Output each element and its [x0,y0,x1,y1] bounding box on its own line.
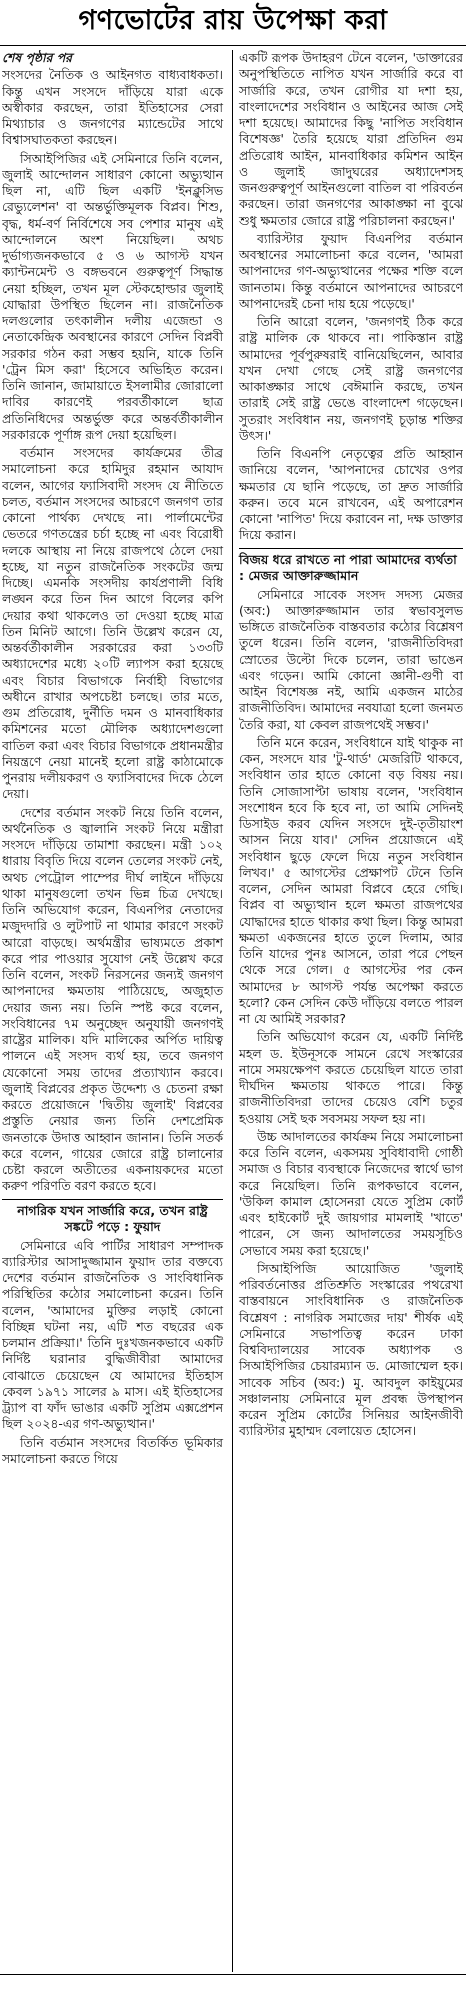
paragraph: ব্যারিস্টার ফুয়াদ বিএনপির বর্তমান অবস্থানের সমালোচনা করে বলেন, 'আমরা আপনাদের গণ-অভ্যুত্থানের পক্ষের শক্তি বলে জানতাম। কিন্তু বর্তমানে আপনাদের আচরণে আপনাদেরই চেনা দায় হয়ে পড়েছে।' [239,230,463,311]
right-column [237,50,463,1972]
paragraph: বর্তমান সংসদের কার্যক্রমের তীব্র সমালোচনা করে হামিদুর রহমান আযাদ বলেন, আগের ফ্যাসিবাদী সংসদ যে নীতিতে চলত, বর্তমান সংসদের আচরণে জনগণ তার কোনো পার্থক্য দেখছে না। পার্লামেন্টের ভেতরে গণতন্ত্রের চর্চা হচ্ছে না এবং বিরোধী দলকে আস্থায় না নিয়ে রাজপথে ঠেলে দেয়া হচ্ছে, যা নতুন রাজনৈতিক সংকটের জন্ম দিচ্ছে। এমনকি সংসদীয় কার্যপ্রণালী বিধি লঙ্ঘন করে তিন দিন আগে বিলের কপি দেয়ার কথা থাকলেও তা দেওয়া হচ্ছে মাত্র তিন মিনিট আগে। তিনি উল্লেখ করেন যে, অন্তর্বর্তীকালীন সরকারের করা ১৩৩টি অধ্যাদেশের মধ্যে ২০টি ল্যাপস করা হয়েছে এবং বিচার বিভাগকে নির্বাহী বিভাগের অধীনে রাখার অপচেষ্টা চলছে। তার মতে, গুম প্রতিরোধ, দুর্নীতি দমন ও মানবাধিকার কমিশনের মতো মৌলিক অধ্যাদেশগুলো বাতিল করা এবং বিচার বিভাগকে প্রধানমন্ত্রীর নিয়ন্ত্রণে নেয়া মানেই হলো রাষ্ট্র কাঠামোকে পুনরায় দলীয়করণ ও ফ্যাসিবাদের দিকে ঠেলে দেয়া। [2,445,223,802]
section-subhead: বিজয় ধরে রাখতে না পারা আমাদের ব্যর্থতা : মেজর আক্তারুজ্জামান [239,548,463,584]
section-subhead: নাগরিক যখন সার্জারি করে, তখন রাষ্ট্র সঙ্কটে পড়ে : ফুয়াদ [2,1199,223,1235]
paragraph: একটি রূপক উদাহরণ টেনে বলেন, 'ডাক্তারের অনুপস্থিতিতে নাপিত যখন সার্জারি করে বা সার্জারি করে, তখন রোগীর যা দশা হয়, বাংলাদেশের সংবিধান ও আইনের আজ সেই দশা হয়েছে। আমাদের কিছু 'নাপিত সংবিধান বিশেষজ্ঞ' তৈরি হয়েছে যারা প্রতিদিন গুম প্রতিরোধ আইন, মানবাধিকার কমিশন আইন ও জুলাই জাদুঘরের অধ্যাদেশসহ জনগুরুত্বপূর্ণ আইনগুলো বাতিল বা পরিবর্তন করছেন। তারা জনগণের আকাঙ্ক্ষা না বুঝে শুধু ক্ষমতার জোরে রাষ্ট্র পরিচালনা করছেন।' [239,50,463,228]
paragraph: তিনি আরো বলেন, 'জনগণই ঠিক করে রাষ্ট্র মালিক কে থাকবে না। পাকিস্তান রাষ্ট্র আমাদের পূর্বপুরুষরাই বানিয়েছিলেন, আবার যখন দেখা গেছে সেই রাষ্ট্র জনগণের আকাঙ্ক্ষার সাথে বেঈমানি করছে, তখন তারাই সেই রাষ্ট্র ভেঙে বাংলাদেশ গড়েছেন। সুতরাং সংবিধান নয়, জনগণই চূড়ান্ত শক্তির উৎস।' [239,314,463,443]
page-footer-rule [0,1974,466,1996]
left-column [2,50,228,1972]
continued-label: শেষ পৃষ্ঠার পর [2,50,72,65]
article-body [2,50,464,1972]
paragraph: সেমিনারে সাবেক সংসদ সদস্য মেজর (অব:) আক্তারুজ্জামান তার স্বভাবসুলভ ভঙ্গিতে রাজনৈতিক বাস্তবতার কঠোর বিশ্লেষণ তুলে ধরেন। তিনি বলেন, 'রাজনীতিবিদরা স্রোতের উল্টো দিকে চলেন, তারা ভাঙেন এবং গড়েন। আমি কোনো জ্ঞানী-গুণী বা আইন বিশেষজ্ঞ নই, আমি একজন মাঠের রাজনীতিবিদ। আমাদের নবযাত্রা হলো জনমত তৈরি করা, যা কেবল রাজপথেই সম্ভব।' [239,586,463,732]
paragraph: সেমিনারে এবি পার্টির সাধারণ সম্পাদক ব্যারিস্টার আসাদুজ্জামান ফুয়াদ তার বক্তব্যে দেশের বর্তমান রাজনৈতিক ও সাংবিধানিক পরিস্থিতির কঠোর সমালোচনা করেন। তিনি বলেন, 'আমাদের মুক্তির লড়াই কোনো বিচ্ছিন্ন ঘটনা নয়, এটি শত বছরের এক চলমান প্রক্রিয়া।' তিনি দুঃখজনকভাবে একটি নির্দিষ্ট ঘরানার বুদ্ধিজীবীরা আমাদের বোঝাতে চেয়েছেন যে আমাদের ইতিহাস কেবল ১৯৭১ সালের ৯ মাস। এই ইতিহাসের ট্র্যাপ বা ফাঁদ ভাঙার একটি সুপ্রিম এক্সপ্রেশন ছিল ২০২৪-এর গণ-অভ্যুত্থান।' [2,1237,223,1432]
paragraph: সিআইপিজির এই সেমিনারে তিনি বলেন, জুলাই আন্দোলন সাধারণ কোনো অভ্যুত্থান ছিল না, এটি ছিল একটি 'ইনক্লুসিভ রেভ্যুলেশন' বা অন্তর্ভুক্তিমূলক বিপ্লব। শিশু, বৃদ্ধ, ধর্ম-বর্ণ নির্বিশেষে সব পেশার মানুষ এই আন্দোলনে অংশ নিয়েছিল। অথচ দুর্ভাগ্যজনকভাবে ৫ ও ৬ আগস্ট যখন ক্যান্টনমেন্ট ও বঙ্গভবনে গুরুত্বপূর্ণ সিদ্ধান্ত নেয়া হচ্ছিল, তখন মূল স্টেকহোল্ডার জুলাই যোদ্ধারা উপস্থিত ছিলেন না। রাজনৈতিক দলগুলোর তৎকালীন দলীয় এজেন্ডা ও নেতাকেন্দ্রিক অবস্থানের কারণে সেদিন বিপ্লবী সরকার গঠন করা সম্ভব হয়নি, যাকে তিনি 'ট্রেন মিস করা' হিসেবে অভিহিত করেন। তিনি জানান, জামায়াতে ইসলামীর জোরালো দাবির কারণেই পরবর্তীকালে ছাত্র প্রতিনিধিদের অন্তর্ভুক্ত করে অন্তর্বর্তীকালীন সরকারকে পূর্ণাঙ্গ রূপ দেয়া হয়েছিল। [2,150,223,442]
paragraph: তিনি মনে করেন, সংবিধানে যাই থাকুক না কেন, সংসদে যার 'টু-থার্ড' মেজরিটি থাকবে, সংবিধান তার হাতে কোনো বড় বিষয় নয়। তিনি সোজাসাপ্টা ভাষায় বলেন, 'সংবিধান সংশোধন হবে কি হবে না, তা আমি সেদিনই ডিসাইড করব যেদিন সংসদে দুই-তৃতীয়াংশ আসন নিয়ে যাব।' সেদিন প্রয়োজনে এই সংবিধান ছুড়ে ফেলে দিয়ে নতুন সংবিধান লিখব।' ৫ আগস্টের প্রেক্ষাপট টেনে তিনি বলেন, সেদিন আমরা বিপ্লবে হেরে গেছি। বিপ্লব বা অভ্যুত্থান হলে ক্ষমতা রাজপথের যোদ্ধাদের হাতে থাকার কথা ছিল। কিন্তু আমরা ক্ষমতা একজনের হাতে তুলে দিলাম, আর তিনি যাদের পুনঃ আসনে, তারা পরে পেছন থেকে সরে গেল। ৫ আগস্টের পর কেন আমাদের ৮ আগস্ট পর্যন্ত অপেক্ষা করতে হলো? কেন সেদিন কেউ দাঁড়িয়ে বলতে পারল না যে আমিই সরকার? [239,734,463,1026]
paragraph: তিনি অভিযোগ করেন যে, একটি নির্দিষ্ট মহল ড. ইউনূসকে সামনে রেখে সংস্কারের নামে সময়ক্ষেপণ করতে চেয়েছিল যাতে তারা দীর্ঘদিন ক্ষমতায় থাকতে পারে। কিন্তু রাজনীতিবিদরা তাদের চেয়েও বেশি চতুর হওয়ায় সেই ছক সবসময় সফল হয় না। [239,1029,463,1126]
paragraph: দেশের বর্তমান সংকট নিয়ে তিনি বলেন, অর্থনৈতিক ও জ্বালানি সংকট নিয়ে মন্ত্রীরা সংসদে দাঁড়িয়ে তামাশা করছেন। মন্ত্রী ১০২ ধারায় বিবৃতি দিয়ে বলেন তেলের সংকট নেই, অথচ পেট্রোল পাম্পের দীর্ঘ লাইনে দাঁড়িয়ে থাকা মানুষগুলো তখন ভিন্ন চিত্র দেখছে। তিনি অভিযোগ করেন, বিএনপির নেতাদের মজুদদারি ও লুটপাট না থামার কারণে সংকট আরো বাড়ছে। অর্থমন্ত্রীর ভাষ্যমতে প্রকাশ করে পার পাওয়ার সুযোগ নেই উল্লেখ করে তিনি বলেন, সংকট নিরসনের জন্যই জনগণ আপনাদের ক্ষমতায় পাঠিয়েছে, অজুহাত দেয়ার জন্য নয়। তিনি স্পষ্ট করে বলেন, সংবিধানের ৭ম অনুচ্ছেদ অনুযায়ী জনগণই রাষ্ট্রের মালিক। যদি মালিকের অর্পিত দায়িত্ব পালনে এই সংসদ ব্যর্থ হয়, তবে জনগণ যেকোনো সময় তাদের প্রত্যাখ্যান করবে। জুলাই বিপ্লবের প্রকৃত উদ্দেশ্য ও চেতনা রক্ষা করতে প্রয়োজনে 'দ্বিতীয় জুলাই' বিপ্লবের প্রস্তুতি নেয়ার জন্য তিনি দেশপ্রেমিক জনতাকে উদাত্ত আহ্বান জানান। তিনি সতর্ক করে বলেন, গায়ের জোরে রাষ্ট্র চালানোর চেষ্টা করলে অতীতের একনায়কদের মতো করুণ পরিণতি বরণ করতে হবে। [2,804,223,1194]
paragraph: তিনি বিএনপি নেতৃত্বের প্রতি আহ্বান জানিয়ে বলেন, 'আপনাদের চোখের ওপর ক্ষমতার যে ছানি পড়েছে, তা দ্রুত সার্জারি করুন। তবে মনে রাখবেন, এই অপারেশন কোনো 'নাপিত' দিয়ে করাবেন না, দক্ষ ডাক্তার দিয়ে করান। [239,446,463,543]
column-divider [232,50,233,1972]
paragraph: তিনি বর্তমান সংসদের বিতর্কিত ভূমিকার সমালোচনা করতে গিয়ে [2,1434,223,1466]
paragraph: সিআইপিজি আয়োজিত 'জুলাই পরিবর্তনোত্তর প্রতিশ্রুতি সংস্কারের পথরেখা বাস্তবায়নে সাংবিধানিক ও রাজনৈতিক বিশ্লেষণ : নাগরিক সমাজের দায়' শীর্ষক এই সেমিনারে সভাপতিত্ব করেন ঢাকা বিশ্ববিদ্যালয়ের সাবেক অধ্যাপক ও সিআইপিজির চেয়ারম্যান ড. মোজাম্মেল হক। সাবেক সচিব (অব:) মু. আবদুল কাইয়ুমের সঞ্চালনায় সেমিনারে মূল প্রবন্ধ উপস্থাপন করেন সুপ্রিম কোর্টের সিনিয়র আইনজীবী ব্যারিস্টার মুহাম্মদ বেলায়েত হোসেন। [239,1260,463,1439]
article-headline: গণভোটের রায় উপেক্ষা করা [0,0,466,46]
paragraph: সংসদের নৈতিক ও আইনগত বাধ্যবাধকতা। কিন্তু এখন সংসদে দাঁড়িয়ে যারা একে অস্বীকার করছেন, তারা ইতিহাসের সেরা মিথ্যাচার ও জনগণের ম্যান্ডেটের সাথে বিশ্বাসঘাতকতা করছেন। [2,67,223,148]
paragraph: উচ্চ আদালতের কার্যক্রম নিয়ে সমালোচনা করে তিনি বলেন, একসময় সুবিধাবাদী গোষ্ঠী সমাজ ও বিচার ব্যবস্থাকে নিজেদের স্বার্থে ভাগ করে নিয়েছিল। তিনি রূপকভাবে বলেন, 'উকিল কামাল হোসেনরা যেতে সুপ্রিম কোর্ট এবং হাইকোর্ট দুই জায়গার মামলাই 'খাতে' পারেন, সে জন্য আদালতের সময়সূচিও সেভাবে সময় করা হয়েছে।' [239,1128,463,1258]
